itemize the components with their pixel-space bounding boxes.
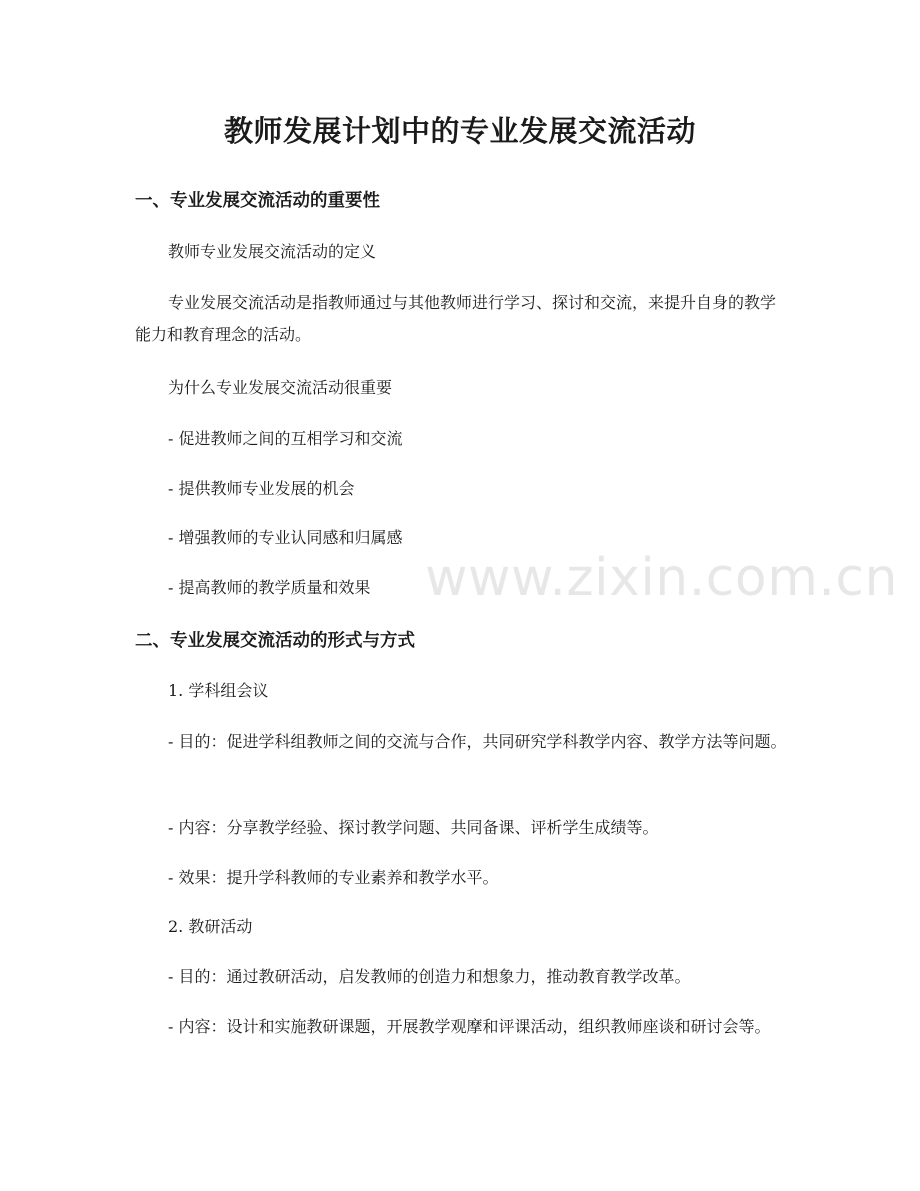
section-1-list-item-3: - 增强教师的专业认同感和归属感 <box>168 528 403 547</box>
section-1-paragraph-2: 专业发展交流活动是指教师通过与其他教师进行学习、探讨和交流，来提升自身的教学能力和教育理念的活动。 <box>135 293 777 344</box>
watermark: www.zixin.com.cn <box>425 548 898 608</box>
section-2-paragraph-5: 2. 教研活动 <box>168 917 253 936</box>
section-2-paragraph-2: - 目的：促进学科组教师之间的交流与合作，共同研究学科教学内容、教学方法等问题。 <box>168 732 787 751</box>
section-1-list-item-2: - 提供教师专业发展的机会 <box>168 479 355 498</box>
section-2-paragraph-1: 1. 学科组会议 <box>168 681 269 700</box>
section-2-paragraph-3: - 内容：分享教学经验、探讨教学问题、共同备课、评析学生成绩等。 <box>168 818 659 837</box>
section-2-paragraph-6: - 目的：通过教研活动，启发教师的创造力和想象力，推动教育教学改革。 <box>168 967 691 986</box>
section-2-heading: 二、专业发展交流活动的形式与方式 <box>135 631 415 651</box>
section-2-paragraph-4: - 效果：提升学科教师的专业素养和教学水平。 <box>168 868 499 887</box>
section-1-list-item-1: - 促进教师之间的互相学习和交流 <box>168 429 403 448</box>
section-1-paragraph-1: 教师专业发展交流活动的定义 <box>168 242 377 261</box>
document-title: 教师发展计划中的专业发展交流活动 <box>223 114 696 148</box>
section-1-paragraph-3: 为什么专业发展交流活动很重要 <box>168 378 393 397</box>
section-1-heading: 一、专业发展交流活动的重要性 <box>135 191 380 211</box>
section-2-paragraph-7: - 内容：设计和实施教研课题，开展教学观摩和评课活动，组织教师座谈和研讨会等。 <box>168 1017 771 1036</box>
section-1-list-item-4: - 提高教师的教学质量和效果 <box>168 578 371 597</box>
